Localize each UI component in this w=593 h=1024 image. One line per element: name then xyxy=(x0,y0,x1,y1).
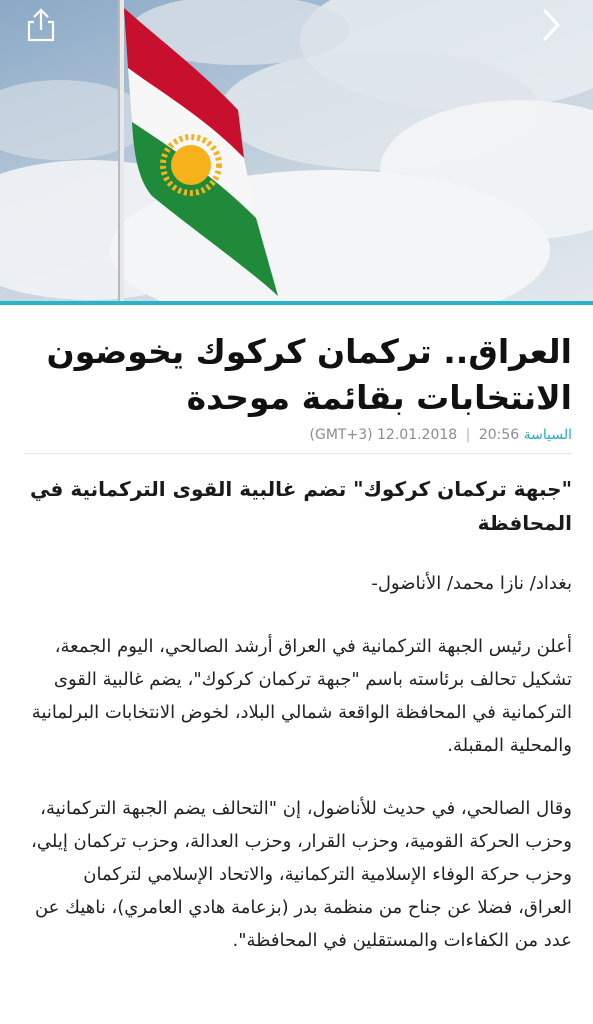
timezone: (GMT+3) xyxy=(309,427,373,443)
article-paragraph: وقال الصالحي، في حديث للأناضول، إن "التحالف يضم الجبهة التركمانية، وحزب الحركة القومية، وحزب القرار، وحزب العدالة، وحزب تركمان إيلي، وحزب حركة الوفاء الإسلامية التركمانية، والاتحاد الإسلامي لتركمان العراق، فضلا عن جناح من منظمة بدر (بزعامة هادي العامري)، ناهيك عن عدد من الكفاءات والمستقلين في المحافظة". xyxy=(31,798,572,951)
article-body xyxy=(24,305,572,957)
timestamp xyxy=(310,427,520,443)
meta-separator: | xyxy=(465,427,471,443)
share-button[interactable] xyxy=(26,8,70,52)
share-icon xyxy=(26,8,56,42)
next-article-button[interactable] xyxy=(541,8,585,52)
divider xyxy=(24,453,572,454)
date: 12.01.2018 xyxy=(377,427,458,443)
article-title: العراق.. تركمان كركوك يخوضون الانتخابات بقائمة موحدة xyxy=(46,332,572,417)
hero-image xyxy=(0,0,593,304)
article-byline: بغداد/ نازا محمد/ الأناضول- xyxy=(371,573,572,594)
article-meta xyxy=(24,427,572,443)
category-link[interactable]: السياسة xyxy=(523,427,572,443)
time: 20:56 xyxy=(478,427,520,443)
chevron-right-icon xyxy=(541,8,563,42)
article-paragraph: أعلن رئيس الجبهة التركمانية في العراق أرشد الصالحي، اليوم الجمعة، تشكيل تحالف برئاسته باسم "جبهة تركمان كركوك"، يضم غالبية القوى التركمانية في المحافظة الواقعة شمالي البلاد، لخوض الانتخابات البرلمانية والمحلية المقبلة. xyxy=(31,636,572,756)
flag-photo xyxy=(0,0,593,304)
article-subtitle: "جبهة تركمان كركوك" تضم غالبية القوى التركمانية في المحافظة xyxy=(30,477,572,535)
